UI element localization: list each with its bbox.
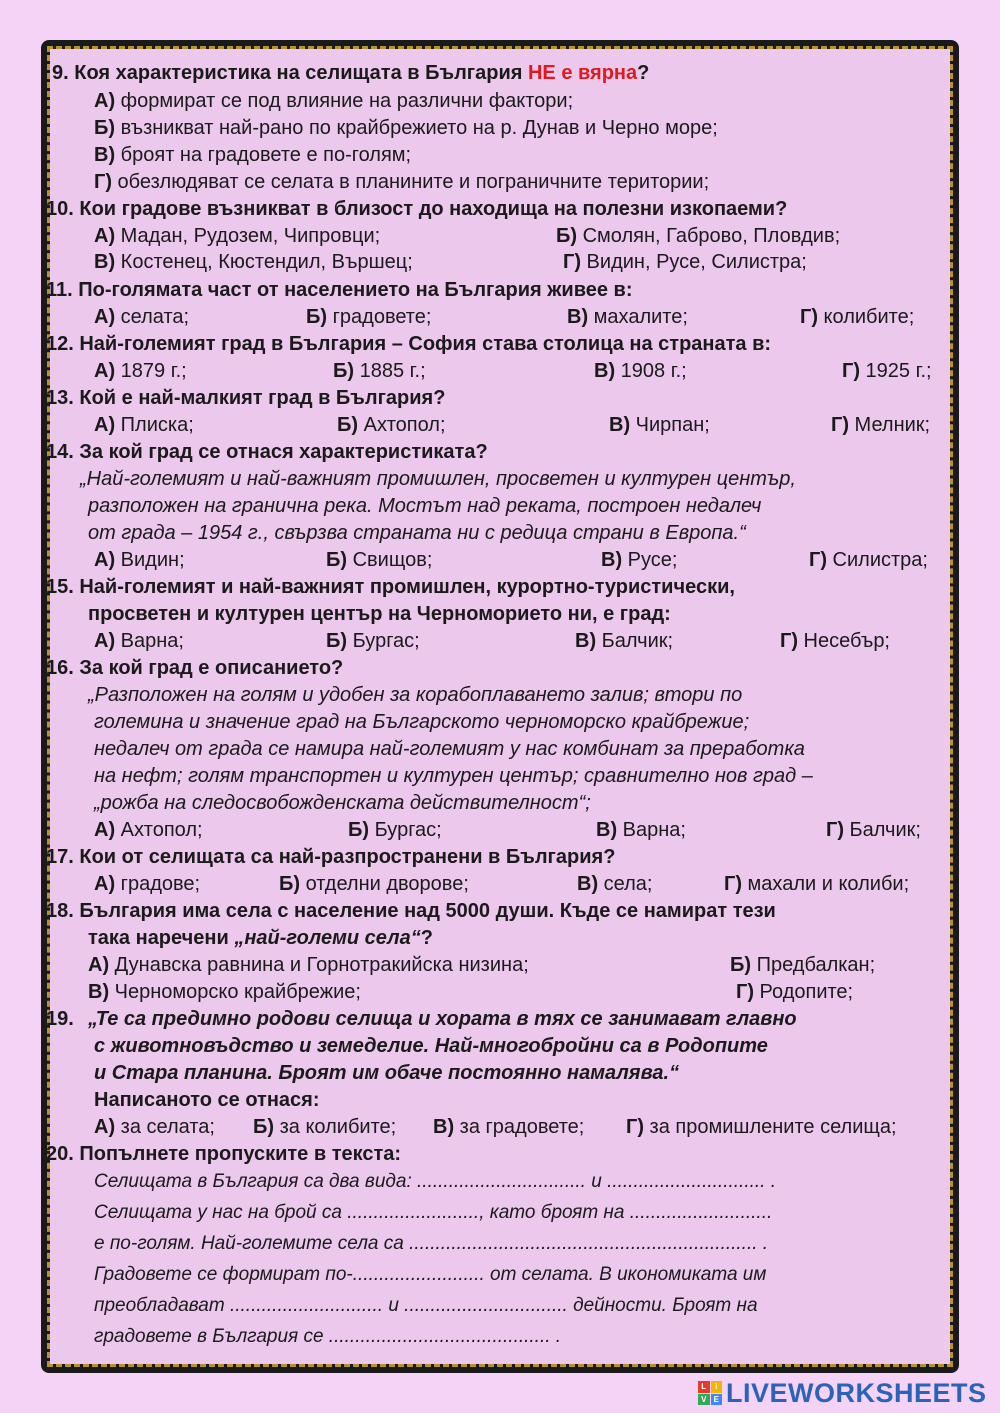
q16-quote-line: „Разположен на голям и удобен за корабоплаването залив; втори по: [88, 684, 743, 706]
q17-option-c[interactable]: В) села;: [577, 873, 653, 895]
question-15-cont: просветен и културен център на Черноморието ни, е град:: [88, 603, 671, 625]
q20-fill-line[interactable]: градовете в България се .......................................... .: [94, 1326, 562, 1347]
q14-quote-line: от града – 1954 г., свързва страната ни с редица страни в Европа.“: [88, 522, 746, 544]
q9-option-c[interactable]: В) броят на градовете е по-голям;: [94, 144, 412, 166]
question-10: 10. Кои градове възникват в близост до находища на полезни изкопаеми?: [46, 198, 788, 220]
q15-option-a[interactable]: А) Варна;: [94, 630, 184, 652]
liveworksheets-logo[interactable]: [698, 1378, 987, 1408]
liveworksheets-logo-icon: L i V E: [698, 1381, 722, 1405]
q18-option-a[interactable]: А) Дунавска равнина и Горнотракийска низина;: [88, 954, 529, 976]
q13-option-c[interactable]: В) Чирпан;: [609, 414, 710, 436]
q19-option-c[interactable]: В) за градовете;: [433, 1116, 585, 1138]
q18-option-d[interactable]: Г) Родопите;: [736, 981, 854, 1003]
q16-option-b[interactable]: Б) Бургас;: [348, 819, 442, 841]
q10-option-c[interactable]: В) Костенец, Кюстендил, Вършец;: [94, 251, 413, 273]
q17-option-a[interactable]: А) градове;: [94, 873, 201, 895]
q19-quote-line: и Стара планина. Броят им обаче постоянно намалява.“: [94, 1062, 680, 1084]
q16-option-d[interactable]: Г) Балчик;: [826, 819, 921, 841]
q16-option-c[interactable]: В) Варна;: [596, 819, 686, 841]
question-9-highlight: НЕ е вярна: [527, 62, 638, 84]
question-18: 18. България има села с население над 5000 души. Къде се намират тези: [46, 900, 776, 922]
question-16: 16. За кой град е описанието?: [46, 657, 344, 679]
q9-option-b[interactable]: Б) възникват най-рано по крайбрежието на р. Дунав и Черно море;: [94, 117, 718, 139]
q14-option-c[interactable]: В) Русе;: [601, 549, 678, 571]
question-9-text: 9. Коя характеристика на селищата в България: [52, 62, 528, 84]
question-19-number: 19.: [46, 1008, 74, 1030]
q10-option-b[interactable]: Б) Смолян, Габрово, Пловдив;: [556, 225, 841, 247]
q14-option-d[interactable]: Г) Силистра;: [809, 549, 928, 571]
q17-option-d[interactable]: Г) махали и колиби;: [724, 873, 910, 895]
q16-quote-line: големина и значение град на Българското черноморско крайбрежие;: [94, 711, 750, 733]
q12-option-a[interactable]: А) 1879 г.;: [94, 360, 187, 382]
q19-quote-line: „Те са предимно родови селища и хората в тях се занимават главно: [88, 1008, 797, 1030]
q16-quote-line: на нефт; голям транспортен и културен център; сравнително нов град –: [94, 765, 813, 787]
q15-option-b[interactable]: Б) Бургас;: [326, 630, 420, 652]
q17-option-b[interactable]: Б) отделни дворове;: [279, 873, 469, 895]
q12-option-c[interactable]: В) 1908 г.;: [594, 360, 687, 382]
q15-option-d[interactable]: Г) Несебър;: [780, 630, 890, 652]
q14-quote-line: „Най-големият и най-важният промишлен, просветен и културен център,: [80, 468, 796, 490]
question-12: 12. Най-големият град в България – София става столица на страната в:: [46, 333, 772, 355]
q18-option-c[interactable]: В) Черноморско крайбрежие;: [88, 981, 361, 1003]
q11-option-a[interactable]: А) селата;: [94, 306, 190, 328]
q18-option-b[interactable]: Б) Предбалкан;: [730, 954, 876, 976]
q13-option-d[interactable]: Г) Мелник;: [831, 414, 931, 436]
q16-option-a[interactable]: А) Ахтопол;: [94, 819, 203, 841]
q20-fill-line[interactable]: Градовете се формират по-......................... от селата. В икономиката им: [94, 1264, 767, 1285]
q20-fill-line[interactable]: е по-голям. Най-големите села са .................................................................. .: [94, 1233, 769, 1254]
q19-option-d[interactable]: Г) за промишлените селища;: [626, 1116, 897, 1138]
q9-option-d[interactable]: Г) обезлюдяват се селата в планините и пограничните територии;: [94, 171, 710, 193]
question-14: 14. За кой град се отнася характеристиката?: [46, 441, 488, 463]
q19-option-a[interactable]: А) за селата;: [94, 1116, 215, 1138]
q16-quote-line: „рожба на следосвобожденската действителност“;: [94, 792, 591, 814]
q9-option-a[interactable]: А) формират се под влияние на различни фактори;: [94, 90, 574, 112]
q14-quote-line: разположен на гранична река. Мостът над реката, построен недалеч: [88, 495, 762, 517]
q14-option-a[interactable]: А) Видин;: [94, 549, 185, 571]
q13-option-a[interactable]: А) Плиска;: [94, 414, 194, 436]
question-9: [52, 63, 649, 83]
q20-fill-line[interactable]: Селищата в България са два вида: ................................ и .............................. .: [94, 1171, 776, 1192]
q11-option-c[interactable]: В) махалите;: [567, 306, 688, 328]
q12-option-b[interactable]: Б) 1885 г.;: [333, 360, 426, 382]
q20-fill-line[interactable]: Селищата у нас на брой са ........................., като броят на ...........................: [94, 1202, 773, 1223]
q14-option-b[interactable]: Б) Свищов;: [326, 549, 433, 571]
question-15: 15. Най-големият и най-важният промишлен, курортно-туристически,: [46, 576, 735, 598]
q12-option-d[interactable]: Г) 1925 г.;: [842, 360, 932, 382]
q16-quote-line: недалеч от града се намира най-големият у нас комбинат за преработка: [94, 738, 805, 760]
question-9-mark: ?: [637, 62, 650, 84]
question-18-cont: така наречени „най-големи села“?: [88, 927, 433, 949]
q13-option-b[interactable]: Б) Ахтопол;: [337, 414, 446, 436]
q20-fill-line[interactable]: преобладават ............................. и ............................... дейности. Броят на: [94, 1295, 758, 1316]
q11-option-b[interactable]: Б) градовете;: [306, 306, 432, 328]
q19-option-b[interactable]: Б) за колибите;: [253, 1116, 397, 1138]
q10-option-a[interactable]: А) Мадан, Рудозем, Чипровци;: [94, 225, 381, 247]
q11-option-d[interactable]: Г) колибите;: [800, 306, 915, 328]
question-13: 13. Кой е най-малкият град в България?: [46, 387, 446, 409]
question-17: 17. Кои от селищата са най-разпространени в България?: [46, 846, 616, 868]
liveworksheets-logo-text: LIVEWORKSHEETS: [726, 1377, 987, 1408]
question-19: Написаното се отнася:: [94, 1089, 320, 1111]
question-20: 20. Попълнете пропуските в текста:: [46, 1143, 402, 1165]
question-11: 11. По-голямата част от населението на България живее в:: [46, 279, 633, 301]
q19-quote-line: с животновъдство и земеделие. Най-многобройни са в Родопите: [94, 1035, 768, 1057]
q15-option-c[interactable]: В) Балчик;: [575, 630, 674, 652]
q10-option-d[interactable]: Г) Видин, Русе, Силистра;: [563, 251, 807, 273]
